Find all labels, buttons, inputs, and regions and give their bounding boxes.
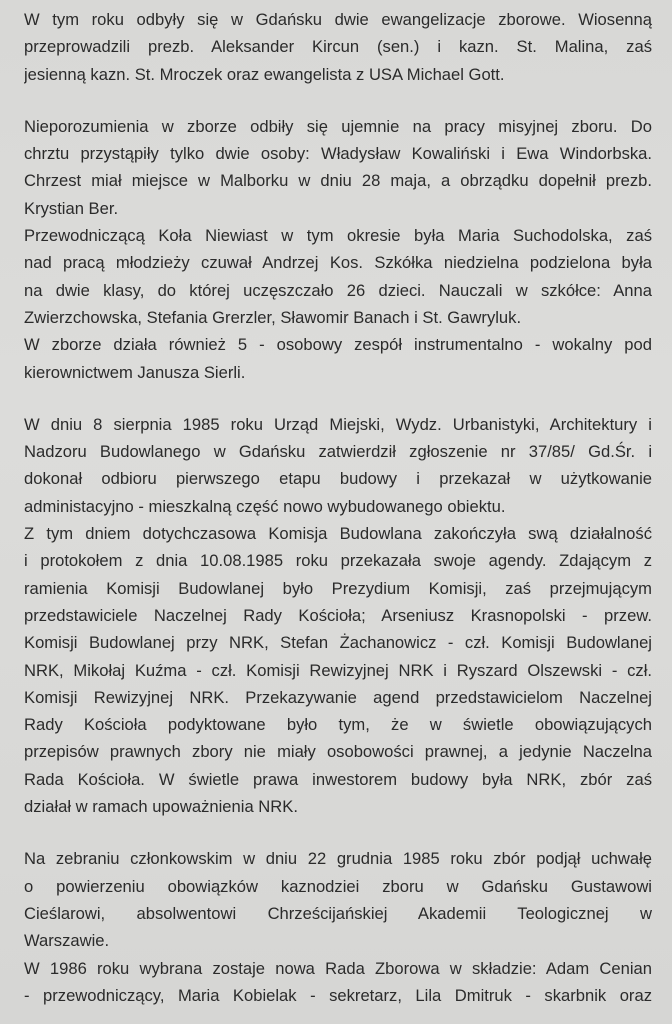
text-line: administacyjno - mieszkalną część nowo wybudowanego obiektu. bbox=[24, 496, 506, 516]
text-line: nad pracą młodzieży czuwał Andrzej Kos. Szkółka niedzielna podzielona była bbox=[24, 253, 652, 273]
paragraph-gap bbox=[24, 820, 652, 845]
text-line: W zborze działa również 5 - osobowy zespół instrumentalno - wokalny pod bbox=[24, 335, 652, 355]
paragraph-gap bbox=[24, 386, 652, 411]
text-line: przepisów prawnych zbory nie miały osobowości prawnej, a jedynie Naczelna bbox=[24, 742, 652, 762]
text-line: W dniu 8 sierpnia 1985 roku Urząd Miejski, Wydz. Urbanistyki, Architektury i bbox=[24, 414, 652, 434]
text-line: Rady Kościoła podyktowane było tym, że w świetle obowiązujących bbox=[24, 715, 652, 735]
text-line: na dwie klasy, do której uczęszczało 26 dzieci. Nauczali w szkółce: Anna bbox=[24, 280, 652, 300]
text-line: Komisji Budowlanej przy NRK, Stefan Żachanowicz - czł. Komisji Budowlanej bbox=[24, 633, 652, 653]
text-line: o powierzeniu obowiązków kaznodziei zboru w Gdańsku Gustawowi bbox=[24, 876, 652, 896]
text-line: dokonał odbioru pierwszego etapu budowy i przekazał w użytkowanie bbox=[24, 469, 652, 489]
text-line: Na zebraniu członkowskim w dniu 22 grudnia 1985 roku zbór podjął uchwałę bbox=[24, 849, 652, 869]
text-line: Z tym dniem dotychczasowa Komisja Budowlana zakończyła swą działalność bbox=[24, 524, 652, 544]
text-line: - przewodniczący, Maria Kobielak - sekretarz, Lila Dmitruk - skarbnik oraz bbox=[24, 985, 652, 1005]
text-line: Zwierzchowska, Stefania Grerzler, Sławomir Banach i St. Gawryluk. bbox=[24, 307, 522, 327]
text-line: Komisji Rewizyjnej NRK. Przekazywanie agend przedstawicielom Naczelnej bbox=[24, 687, 652, 707]
text-line: kierownictwem Janusza Sierli. bbox=[24, 362, 246, 382]
text-line: jesienną kazn. St. Mroczek oraz ewangelista z USA Michael Gott. bbox=[24, 64, 505, 84]
paragraph-building-acceptance bbox=[24, 411, 652, 820]
text-line: Nadzoru Budowlanego w Gdańsku zatwierdził zgłoszenie nr 37/85/ Gd.Śr. i bbox=[24, 442, 652, 462]
text-line: Warszawie. bbox=[24, 931, 110, 951]
paragraph-members-meeting bbox=[24, 845, 652, 1009]
paragraph-misunderstandings bbox=[24, 113, 652, 386]
text-line: Nieporozumienia w zborze odbiły się ujemnie na pracy misyjnej zboru. Do bbox=[24, 116, 652, 136]
text-line: NRK, Mikołaj Kuźma - czł. Komisji Rewizyjnej NRK i Ryszard Olszewski - czł. bbox=[24, 660, 652, 680]
text-line: przeprowadzili prezb. Aleksander Kircun (sen.) i kazn. St. Malina, zaś bbox=[24, 37, 652, 57]
paragraph-gap bbox=[24, 88, 652, 113]
text-line: W tym roku odbyły się w Gdańsku dwie ewangelizacje zborowe. Wiosenną bbox=[24, 10, 652, 29]
text-line: W 1986 roku wybrana zostaje nowa Rada Zborowa w składzie: Adam Cenian bbox=[24, 958, 652, 978]
text-line: Cieślarowi, absolwentowi Chrześcijańskiej Akademii Teologicznej w bbox=[24, 903, 652, 923]
text-line: Przewodniczącą Koła Niewiast w tym okresie była Maria Suchodolska, zaś bbox=[24, 226, 652, 246]
text-line: Chrzest miał miejsce w Malborku w dniu 28 maja, a obrządku dopełnił prezb. bbox=[24, 171, 652, 191]
text-line: Krystian Ber. bbox=[24, 198, 119, 218]
text-line: działał w ramach upoważnienia NRK. bbox=[24, 797, 298, 817]
text-line: Rada Kościoła. W świetle prawa inwestorem budowy była NRK, zbór zaś bbox=[24, 769, 652, 789]
text-line: i protokołem z dnia 10.08.1985 roku przekazała swoje agendy. Zdającym z bbox=[24, 551, 652, 571]
text-line: przedstawiciele Naczelnej Rady Kościoła; Arseniusz Krasnopolski - przew. bbox=[24, 605, 652, 625]
text-line: ramienia Komisji Budowlanej było Prezydium Komisji, zaś przejmującym bbox=[24, 578, 652, 598]
paragraph-evangelization bbox=[24, 6, 652, 88]
text-line: chrztu przystąpiły tylko dwie osoby: Władysław Kowaliński i Ewa Windorbska. bbox=[24, 144, 652, 164]
